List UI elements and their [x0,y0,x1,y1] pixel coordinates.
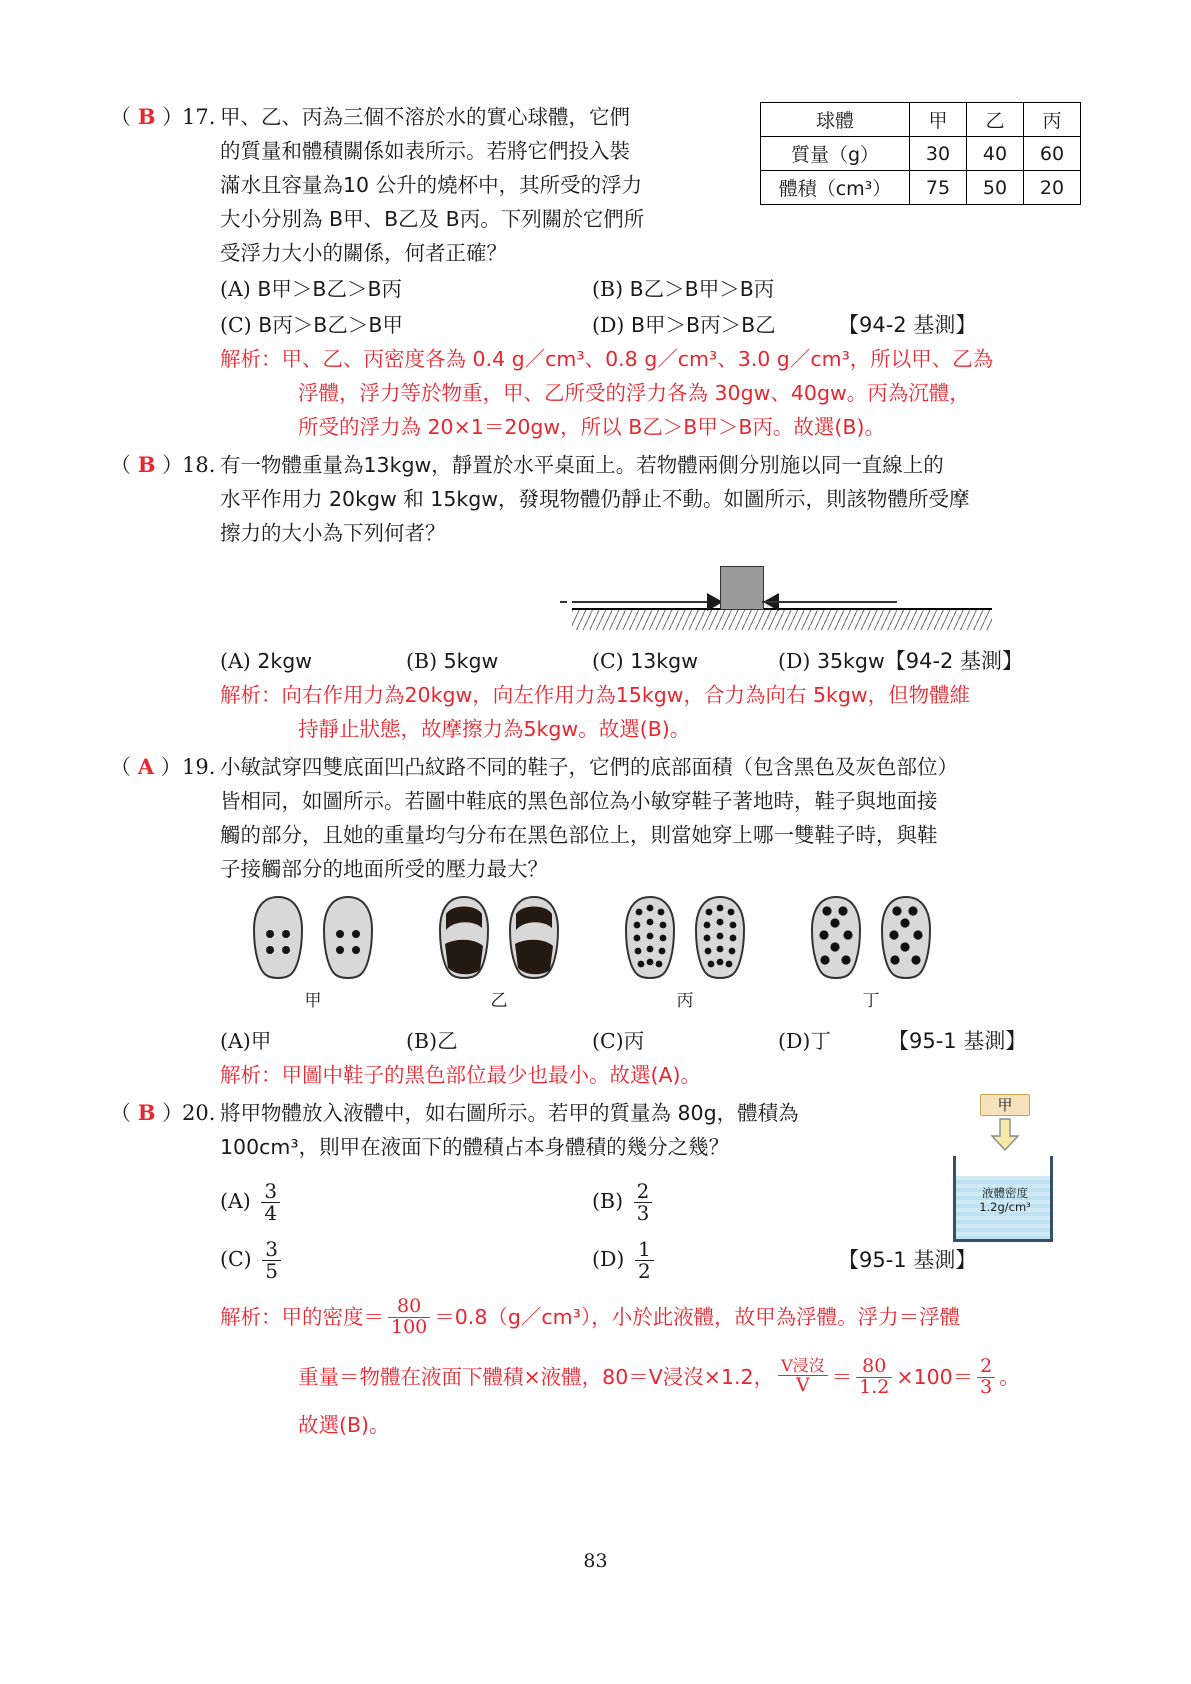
option-text: B丙＞B乙＞B甲 [258,313,403,337]
block-object [720,566,764,610]
option-b[interactable] [406,1024,592,1058]
table-row [761,171,1081,205]
stem-line: 水平作用力 20kgw 和 15kgw，發現物體仍靜止不動。如圖所示，則該物體所受摩 [220,487,970,511]
page-number: 83 [583,1550,608,1572]
fraction-80-1point2 [856,1354,892,1398]
shoe-sole-right-icon [506,894,562,980]
option-key: (D) [592,313,625,337]
table-cell: 20 [1024,171,1081,205]
question-source: 【94-2 基測】 [884,649,1024,673]
denominator: 3 [634,1202,653,1224]
option-text: B乙＞B甲＞B丙 [629,277,775,301]
shoe-pair-yi [406,894,592,1018]
stem-line: 大小分別為 B甲、B乙及 B丙。下列關於它們所 [220,207,645,231]
option-text: 13kgw [630,649,698,673]
option-d[interactable] [592,308,838,342]
option-c[interactable] [220,1236,592,1283]
question-number: 20. [182,1101,216,1125]
option-key: (D) [592,1246,625,1271]
option-key: (B) [592,1188,624,1213]
shoe-pair-jia [220,894,406,1018]
stem-line: 子接觸部分的地面所受的壓力最大？ [220,857,548,881]
stem-line: 擦力的大小為下列何者？ [220,521,446,545]
shoe-label: 丙 [676,991,694,1011]
answer-bracket: （ B ） [110,452,184,477]
option-text: 甲 [250,1029,272,1053]
table-row [761,137,1081,171]
option-key: (D) [778,1029,811,1053]
option-d[interactable] [778,644,885,678]
numerator: 80 [397,1294,422,1317]
ball-properties-table [760,102,1081,205]
friction-diagram [220,560,1081,638]
option-text: 乙 [437,1029,458,1053]
numerator: 1 [637,1236,651,1261]
shoe-label: 乙 [490,991,508,1011]
denominator: 5 [262,1260,281,1282]
explanation-20 [220,1288,1081,1442]
stem-line: 甲、乙、丙為三個不溶於水的實心球體，它們 [220,105,630,129]
explanation-line: 解析：甲圖中鞋子的黑色部位最少也最小。故選(A)。 [220,1063,702,1087]
table-header-row [761,103,1081,137]
question-source: 【95-1 基測】 [838,1248,977,1272]
shoe-sole-left-icon [622,894,678,980]
numerator: 2 [636,1178,650,1203]
fraction-80-100 [388,1294,430,1338]
table-cell: 60 [1024,137,1081,171]
explanation-text: ×100＝ [896,1365,974,1389]
numerator: 3 [264,1178,278,1203]
numerator: 2 [980,1354,993,1377]
table-cell: 50 [967,171,1024,205]
numerator: 80 [862,1354,887,1377]
option-b[interactable] [406,644,592,678]
liquid-density-label [963,1186,1047,1214]
option-c[interactable] [592,1024,778,1058]
option-key: (C) [220,313,252,337]
right-force-line [762,601,897,603]
answer-letter: B [137,452,156,477]
liquid-label-line2: 1.2g/cm³ [979,1200,1031,1214]
shoe-sole-left-icon [436,894,492,980]
stem-line: 有一物體重量為13kgw，靜置於水平桌面上。若物體兩側分別施以同一直線上的 [220,453,944,477]
table-cell: 30 [910,137,967,171]
option-key: (A) [220,277,251,301]
explanation-text: ＝ [831,1365,853,1389]
question-20 [110,1096,1081,1442]
table-header-cell: 球體 [761,103,910,137]
explanation-17 [220,342,1081,444]
table-header-cell: 甲 [910,103,967,137]
option-a[interactable] [220,1024,406,1058]
option-text: 5kgw [443,649,499,673]
shoe-pair-bing [592,894,778,1018]
explanation-line: 解析：向右作用力為20kgw，向左作用力為15kgw，合力為向右 5kgw，但物體維 [220,683,971,707]
explanation-line [220,1288,1081,1346]
shoe-pair-ding [778,894,964,1018]
option-a[interactable] [220,272,592,306]
denominator: 1.2 [856,1377,892,1398]
explanation-line: 持靜止狀態，故摩擦力為5kgw。故選(B)。 [298,717,691,741]
object-label-tag: 甲 [980,1094,1030,1116]
shoe-sole-left-icon [808,894,864,980]
option-key: (C) [592,649,624,673]
shoe-soles-figure [220,894,1081,1018]
row-label: 質量（g） [761,137,910,171]
question-source: 【94-2 基測】 [838,313,977,337]
explanation-18 [220,678,1081,746]
numerator: V浸沒 [781,1356,825,1376]
option-text: B甲＞B丙＞B乙 [630,313,776,337]
answer-bracket: （ B ） [110,104,184,129]
stem-line: 受浮力大小的關係，何者正確？ [220,241,507,265]
option-a[interactable] [220,644,406,678]
option-key: (A) [220,1029,251,1053]
shoe-label: 丁 [862,991,880,1011]
shoe-sole-right-icon [878,894,934,980]
explanation-line: 所受的浮力為 20×1＝20gw，所以 B乙＞B甲＞B丙。故選(B)。 [298,415,885,439]
option-key: (C) [592,1029,624,1053]
question-stem [220,448,1081,746]
liquid-label-line1: 液體密度 [982,1186,1028,1200]
table-cell: 40 [967,137,1024,171]
table-header-cell: 乙 [967,103,1024,137]
explanation-text: 解析：甲的密度＝ [220,1305,384,1329]
explanation-line: 解析：甲、乙、丙密度各為 0.4 g／cm³、0.8 g／cm³、3.0 g／cm³，所以甲、乙為 [220,347,994,371]
question-17 [110,100,1081,444]
fraction-d [635,1236,654,1283]
option-key: (B) [592,277,624,301]
option-d[interactable] [592,1236,838,1283]
option-b[interactable] [592,272,774,306]
row-label: 體積（cm³） [761,171,910,205]
answer-bracket: （ B ） [110,1100,184,1125]
table-cell: 75 [910,171,967,205]
option-c[interactable] [220,308,592,342]
beaker [945,1156,1057,1242]
question-stem [220,750,1081,1092]
explanation-19 [220,1058,1081,1092]
numerator: 3 [265,1236,278,1261]
explanation-line: 浮體，浮力等於物重，甲、乙所受的浮力各為 30gw、40gw。丙為沉體， [298,381,970,405]
down-arrow-icon [990,1118,1020,1152]
option-key: (B) [406,649,438,673]
stem-line: 將甲物體放入液體中，如右圖所示。若甲的質量為 80g，體積為 [220,1101,799,1125]
option-text: 35kgw [816,649,885,673]
denominator: 2 [635,1260,654,1282]
explanation-line: 故選(B)。 [298,1413,390,1437]
answer-letter: B [137,1100,156,1125]
fraction-b [634,1178,653,1225]
option-key: (C) [220,1246,252,1271]
option-d[interactable] [778,1024,888,1058]
stem-line: 小敏試穿四雙底面凹凸紋路不同的鞋子，它們的底部面積（包含黑色及灰色部位） [220,755,958,779]
shoe-sole-left-icon [250,894,306,980]
table-header-cell: 丙 [1024,103,1081,137]
answer-letter: A [137,754,154,779]
explanation-text: 重量＝物體在液面下體積×液體，80＝V浸沒×1.2， [298,1365,775,1389]
option-text: 2kgw [257,649,313,673]
fraction-c [262,1236,281,1283]
shoe-label: 甲 [304,991,322,1011]
question-18 [110,448,1081,746]
left-force-line [572,601,720,603]
option-text: B甲＞B乙＞B丙 [257,277,403,301]
option-a[interactable] [220,1178,592,1225]
stem-line: 皆相同，如圖所示。若圖中鞋底的黑色部位為小敏穿鞋子著地時，鞋子與地面接 [220,789,938,813]
fraction-vsub-v [778,1358,828,1396]
question-number: 19. [182,755,216,779]
option-text: 丙 [623,1029,645,1053]
denominator: 3 [977,1377,995,1398]
denominator: V [778,1375,828,1396]
option-key: (A) [220,1188,251,1213]
option-key: (A) [220,649,251,673]
question-number: 18. [182,453,216,477]
answer-bracket: （ A ） [110,754,182,779]
option-key: (B) [406,1029,438,1053]
shoe-sole-right-icon [320,894,376,980]
question-source: 【95-1 基測】 [888,1029,1027,1053]
stem-line: 觸的部分，且她的重量均勻分布在黑色部位上，則當她穿上哪一雙鞋子時，與鞋 [220,823,938,847]
denominator: 4 [261,1202,280,1224]
floating-object-figure [945,1094,1065,1242]
answer-letter: B [137,104,156,129]
ground-hatching [572,608,992,630]
explanation-text: 。 [999,1365,1020,1389]
explanation-line [220,1346,1081,1408]
shoe-sole-right-icon [692,894,748,980]
option-text: 丁 [810,1029,831,1053]
stem-line: 的質量和體積關係如表所示。若將它們投入裝 [220,139,630,163]
fraction-a [261,1178,280,1225]
option-b[interactable] [592,1178,656,1225]
denominator: 100 [388,1317,430,1338]
option-c[interactable] [592,644,778,678]
stem-line: 滿水且容量為10 公升的燒杯中，其所受的浮力 [220,173,643,197]
question-number: 17. [182,105,216,129]
stem-line: 100cm³，則甲在液面下的體積占本身體積的幾分之幾？ [220,1135,730,1159]
question-19 [110,750,1081,1092]
fraction-2-3 [977,1354,995,1398]
option-key: (D) [778,649,811,673]
explanation-text: ＝0.8（g／cm³），小於此液體，故甲為浮體。浮力＝浮體 [434,1305,961,1329]
